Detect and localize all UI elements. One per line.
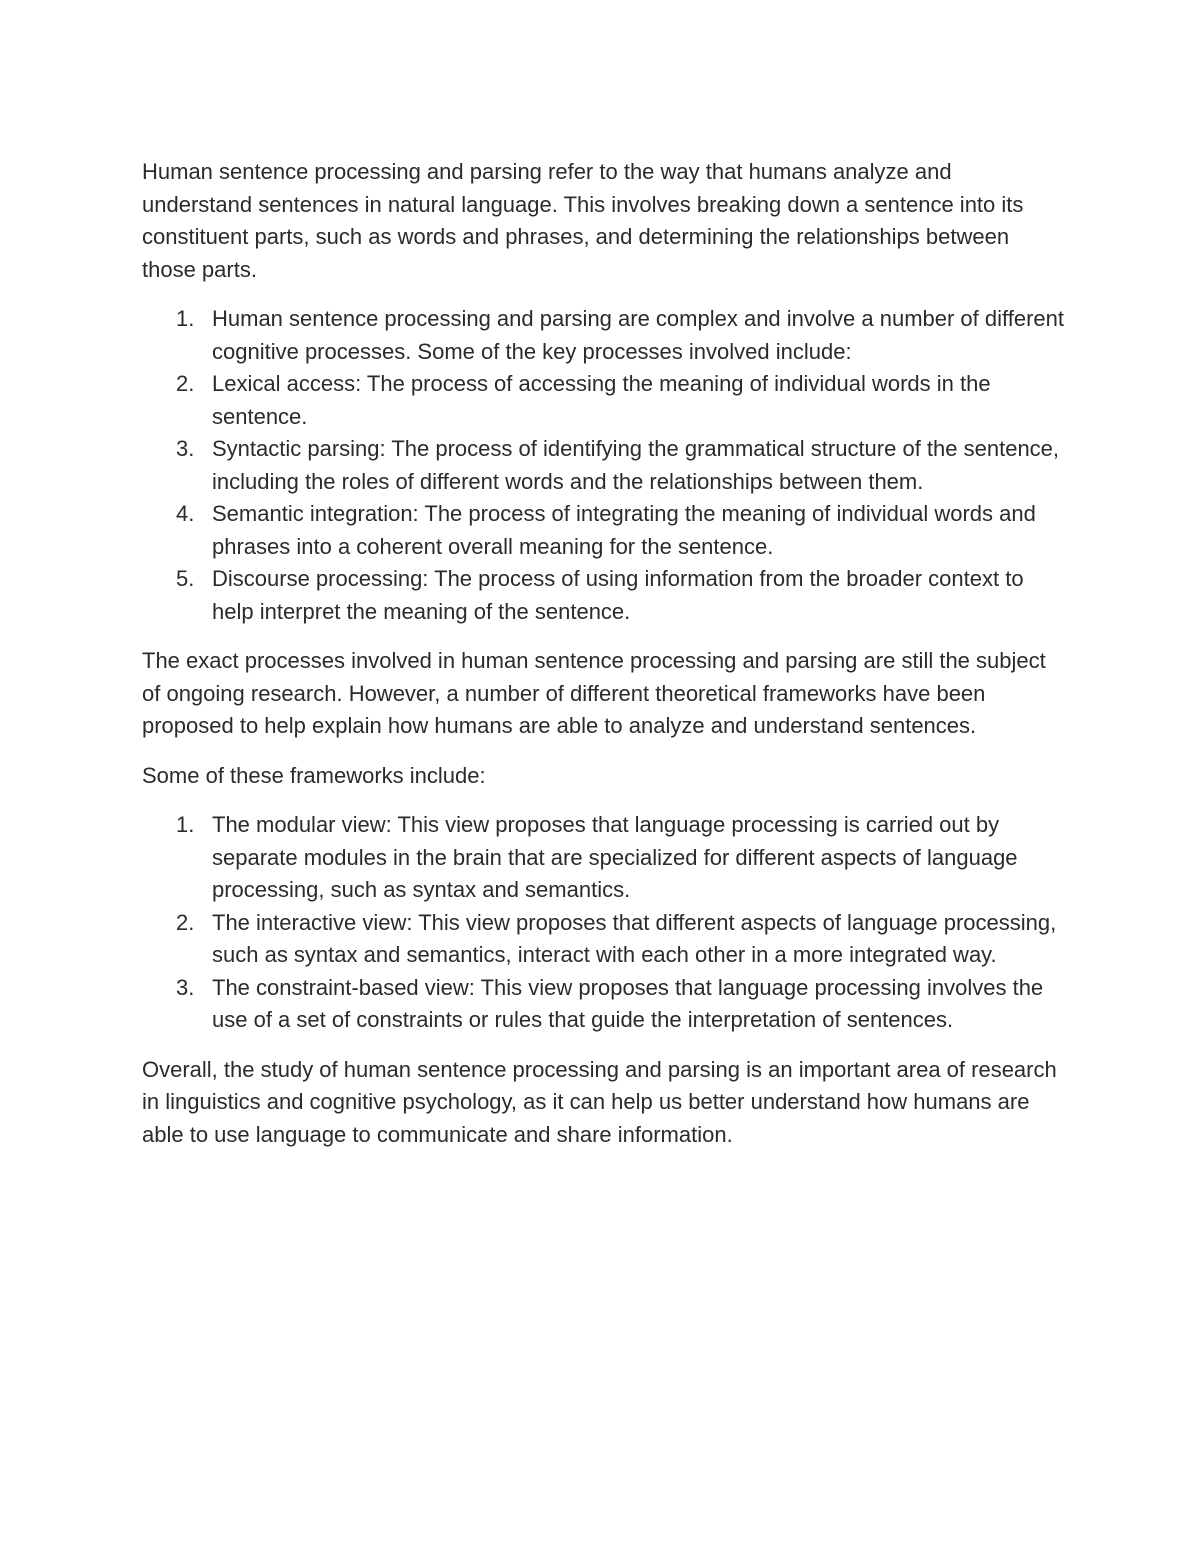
list-item: [142, 563, 1067, 628]
list-item: [142, 368, 1067, 433]
list-number: 1.: [176, 812, 195, 837]
list-item: [142, 303, 1067, 368]
intro-paragraph: Human sentence processing and parsing refer to the way that humans analyze and understand sentences in natural language. This involves breaking down a sentence into its constituent parts, such as words and phrases, and determining the relationships between those parts.: [142, 159, 1024, 282]
list-item: [142, 498, 1067, 563]
list-item: [142, 433, 1067, 498]
frameworks-intro: Some of these frameworks include:: [142, 762, 486, 788]
list-item: [142, 809, 1067, 907]
list-item-text: The constraint-based view: This view proposes that language processing involves the use of a set of constraints or rules that guide the interpretation of sentences.: [212, 974, 1044, 1032]
list-item: [142, 907, 1067, 972]
list-number: 2.: [176, 909, 195, 935]
frameworks-list: [142, 809, 1067, 1037]
list-item-text: Discourse processing: The process of using information from the broader context to help interpret the meaning of the sentence.: [212, 566, 1024, 624]
list-number: 3.: [176, 974, 195, 1000]
processes-list: [142, 303, 1067, 628]
research-paragraph: The exact processes involved in human sentence processing and parsing are still the subject of ongoing research. However, a number of different theoretical frameworks have been proposed to help explain how humans are able to analyze and understand sentences.: [142, 648, 1046, 738]
list-item-text: Syntactic parsing: The process of identifying the grammatical structure of the sentence, including the roles of different words and the relationships between them.: [212, 436, 1060, 494]
list-item-text: Semantic integration: The process of integrating the meaning of individual words and phrases into a coherent overall meaning for the sentence.: [212, 501, 1036, 559]
list-number: 4.: [176, 501, 195, 526]
list-number: 1.: [176, 306, 195, 331]
list-item-text: The modular view: This view proposes that language processing is carried out by separate modules in the brain that are specialized for different aspects of language processing, such as syntax and semantics.: [212, 812, 1018, 902]
list-number: 2.: [176, 371, 195, 396]
list-item-text: The interactive view: This view proposes that different aspects of language processing, such as syntax and semantics, interact with each other in a more integrated way.: [212, 909, 1057, 967]
list-number: 5.: [176, 566, 195, 591]
list-item-text: Human sentence processing and parsing are complex and involve a number of different cognitive processes. Some of the key processes involved include:: [212, 306, 1064, 364]
list-item-text: Lexical access: The process of accessing the meaning of individual words in the sentence.: [212, 371, 991, 429]
conclusion-paragraph: Overall, the study of human sentence processing and parsing is an important area of research in linguistics and cognitive psychology, as it can help us better understand how humans are able to use language to communicate and share information.: [142, 1056, 1057, 1147]
list-number: 3.: [176, 436, 195, 461]
document-page: [142, 156, 1067, 1168]
list-item: [142, 972, 1067, 1037]
